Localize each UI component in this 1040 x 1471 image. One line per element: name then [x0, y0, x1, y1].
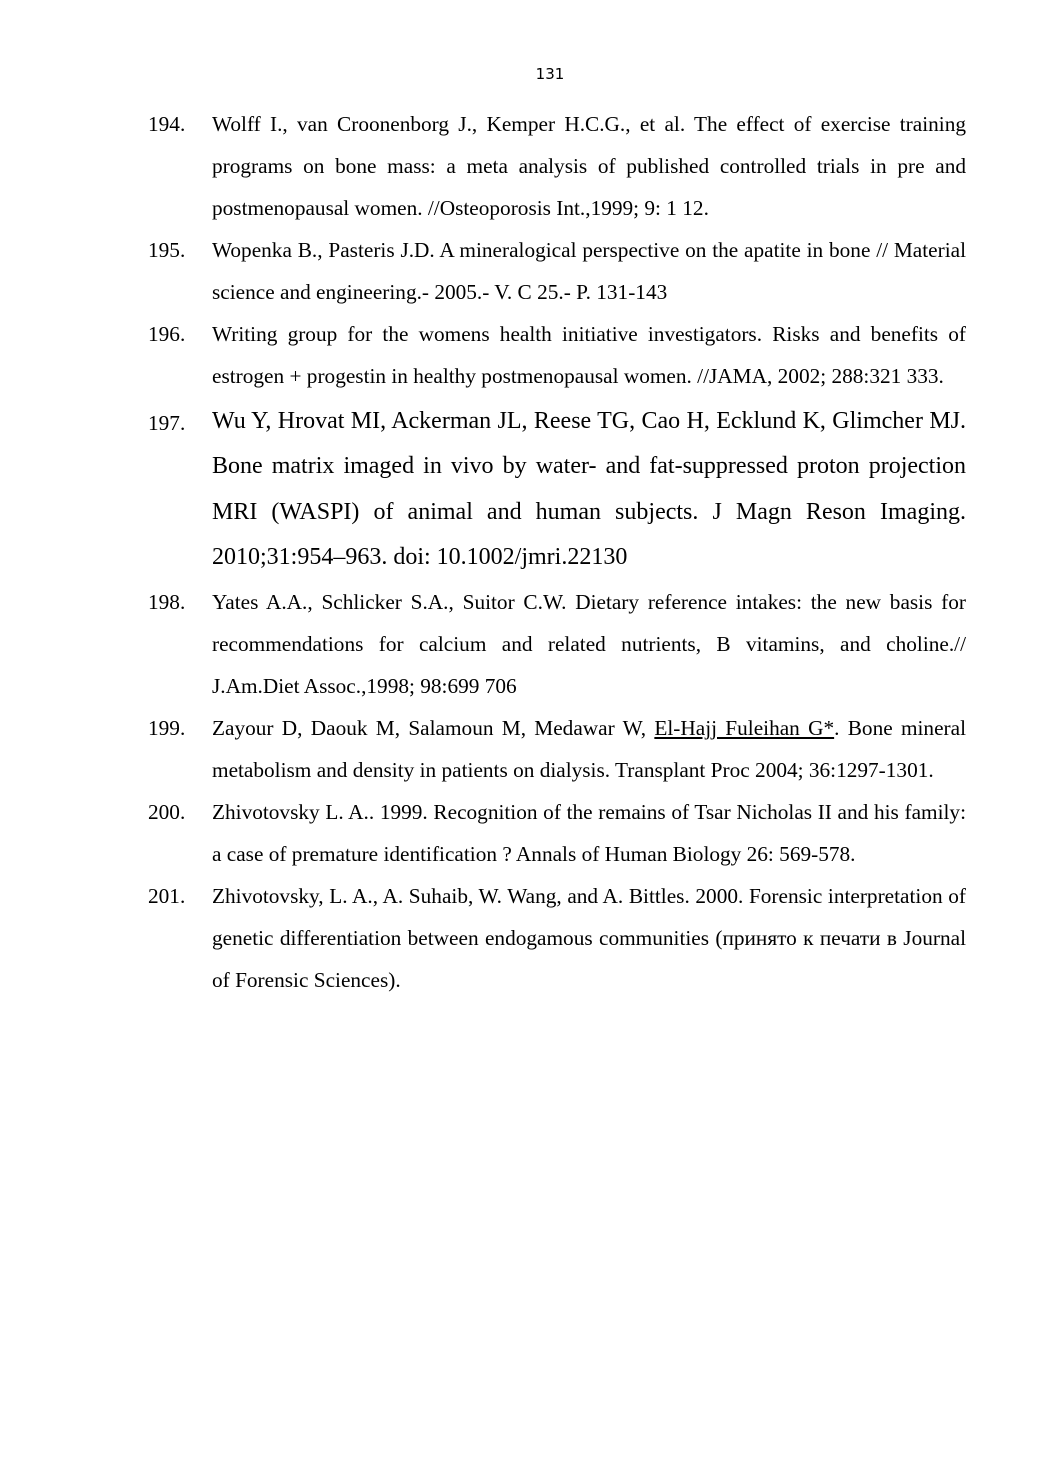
reference-number: 198. [148, 589, 186, 614]
reference-number: 199. [148, 715, 186, 740]
reference-text: Zhivotovsky L. A.. 1999. Recognition of the remains of Tsar Nicholas II and his family: a case of premature identification ? Annals of Human Biology 26: 569-578. [212, 799, 966, 866]
reference-number: 197. [148, 411, 186, 435]
author-link[interactable]: El-Hajj Fuleihan G* [654, 715, 835, 740]
reference-text-end: . Bone mineral metabolism and density in patients on dialysis. Transplant Proc 2004; 36:1297-1301. [212, 715, 966, 782]
reference-item [148, 581, 966, 707]
reference-text: Writing group for the womens health initiative investigators. Risks and benefits of estrogen + progestin in healthy postmenopausal women. //JAMA, 2002; 288:321 333. [212, 322, 966, 388]
page-number: 131 [535, 65, 565, 83]
reference-number: 200. [148, 799, 186, 824]
reference-item [148, 397, 966, 581]
reference-number: 196. [148, 322, 186, 346]
reference-number: 201. [148, 883, 186, 908]
reference-item [148, 791, 966, 875]
reference-number: 194. [148, 112, 186, 136]
reference-item [148, 103, 966, 229]
reference-number: 195. [148, 238, 186, 262]
reference-text [212, 707, 966, 791]
reference-item [148, 707, 966, 791]
reference-item [148, 875, 966, 1001]
reference-text: Zhivotovsky, L. A., A. Suhaib, W. Wang, and A. Bittles. 2000. Forensic interpretation of genetic differentiation between endogamous communities (принято к печати в Journal of Forensic Sciences). [212, 883, 966, 992]
reference-text-start: Zayour D, Daouk M, Salamoun M, Medawar W, [212, 715, 655, 740]
reference-item [148, 229, 966, 313]
reference-text: Wopenka B., Pasteris J.D. A mineralogical perspective on the apatite in bone // Material science and engineering.- 2005.- V. C 25.- P. 131-143 [212, 238, 966, 304]
reference-item [148, 313, 966, 397]
reference-text: Wu Y, Hrovat MI, Ackerman JL, Reese TG, Cao H, Ecklund K, Glimcher MJ. Bone matrix imaged in vivo by water- and fat-suppressed proton projection MRI (WASPI) of animal and human subjects. J Magn Reson Imaging. 2010;31:954–963. doi: 10.1002/jmri.22130 [212, 408, 966, 571]
reference-text: Yates A.A., Schlicker S.A., Suitor C.W. Dietary reference intakes: the new basis for recommendations for calcium and related nutrients, B vitamins, and choline.// J.Am.Diet Assoc.,1998; 98:699 706 [212, 589, 966, 698]
reference-list [148, 103, 966, 1001]
reference-text: Wolff I., van Croonenborg J., Kemper H.C.G., et al. The effect of exercise training programs on bone mass: a meta analysis of published controlled trials in pre and postmenopausal women. //Osteoporosis Int.,1999; 9: 1 12. [212, 112, 966, 220]
